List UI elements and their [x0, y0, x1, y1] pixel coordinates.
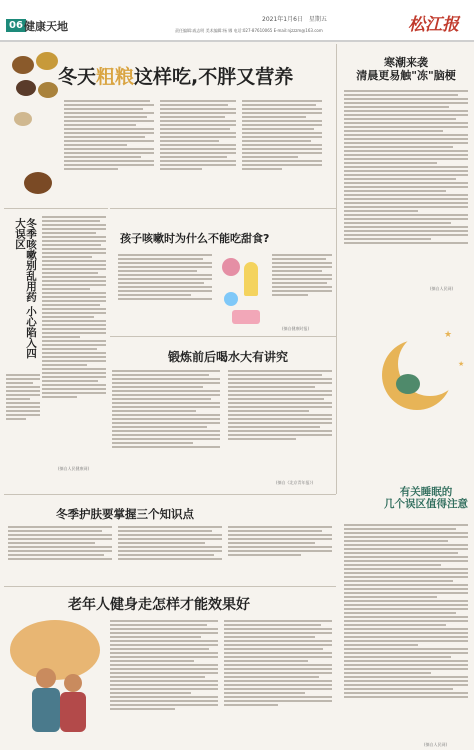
section-divider — [4, 494, 336, 495]
candy-icon — [224, 292, 238, 306]
headline-line-2: 清晨更易触"冻"脑梗 — [356, 69, 456, 82]
grain-bowl-icon — [16, 80, 36, 96]
tree-icon — [10, 620, 100, 680]
editor-credits: 责任编辑:戚志明 美术编辑:杨 娜 电话:027-87610065 E-mail:njzzzm@163.com — [175, 28, 323, 33]
body-text-block — [110, 618, 218, 746]
headline-line-1: 寒潮来袭 — [384, 56, 428, 69]
headline-cough-kids: 孩子咳嗽时为什么不能吃甜食? — [120, 232, 270, 245]
body-text-block — [228, 524, 332, 580]
section-divider — [110, 208, 336, 209]
section-number: 06 — [6, 19, 26, 32]
headline-elderly-fitness: 老年人健身走怎样才能效果好 — [68, 597, 250, 613]
candy-icon — [222, 258, 240, 276]
headline-highlight: 粗粮 — [96, 66, 135, 88]
section-divider — [110, 336, 336, 337]
source-credit: (摘自人民网) — [424, 742, 448, 747]
person-icon — [64, 674, 82, 692]
cake-icon — [232, 310, 260, 324]
headline-cold-brain — [343, 56, 469, 82]
headline-winter-grains — [58, 62, 293, 89]
body-text-block — [112, 368, 220, 478]
person-icon — [36, 668, 56, 688]
ice-cream-icon — [244, 262, 258, 296]
body-text-block — [160, 98, 236, 203]
column-divider — [336, 44, 337, 494]
body-text-block — [228, 368, 332, 478]
body-text-block — [118, 524, 222, 580]
body-text-block — [344, 522, 468, 742]
grain-bowl-icon — [14, 112, 32, 126]
headline-exercise-water: 锻炼前后喝水大有讲究 — [168, 350, 289, 364]
moon-illustration — [374, 330, 470, 480]
body-text-block — [242, 98, 322, 203]
headline-part-2: 这样吃,不胖又营养 — [134, 66, 294, 88]
body-text-block — [344, 88, 468, 284]
headline-line-2: 几个误区值得注意 — [384, 498, 468, 510]
grains-illustration — [10, 52, 62, 202]
source-credit: (摘自人民健康网) — [58, 466, 90, 471]
body-text-block — [272, 252, 332, 324]
body-text-block — [118, 252, 212, 324]
star-icon: ★ — [458, 360, 465, 368]
sleeping-child-icon — [396, 374, 420, 394]
body-text-block — [6, 372, 40, 462]
headline-line-1: 有关睡眠的 — [399, 486, 453, 498]
star-icon: ★ — [444, 330, 453, 340]
headline-winter-skin: 冬季护肤要掌握三个知识点 — [56, 507, 194, 521]
source-credit: (摘自健康时报) — [282, 326, 310, 331]
issue-date: 2021年1月6日 星期五 — [262, 16, 327, 23]
headline-part-1: 冬天 — [58, 66, 97, 88]
elderly-walking-illustration — [6, 618, 106, 746]
page-header — [0, 0, 474, 42]
section-divider — [4, 208, 108, 209]
section-name: 健康天地 — [24, 20, 68, 33]
grain-bowl-icon — [24, 172, 52, 194]
grain-bowl-icon — [38, 82, 58, 98]
source-credit: (摘自《北京青年报》) — [276, 480, 314, 485]
newspaper-logo: 松江报 — [408, 15, 459, 35]
body-text-block — [42, 214, 106, 464]
source-credit: (摘自人民网) — [430, 286, 454, 291]
sweets-illustration — [216, 252, 270, 332]
headline-sleep-myths — [382, 486, 470, 510]
body-text-block — [8, 524, 112, 580]
grain-bowl-icon — [36, 52, 58, 70]
grain-bowl-icon — [12, 56, 34, 74]
section-divider — [4, 586, 336, 587]
headline-winter-cough: 冬季咳嗽别乱用药 小心陷入四大误区 — [14, 218, 37, 359]
body-text-block — [224, 618, 332, 746]
body-text-block — [64, 98, 154, 203]
person-body — [32, 688, 60, 732]
person-body — [60, 692, 86, 732]
